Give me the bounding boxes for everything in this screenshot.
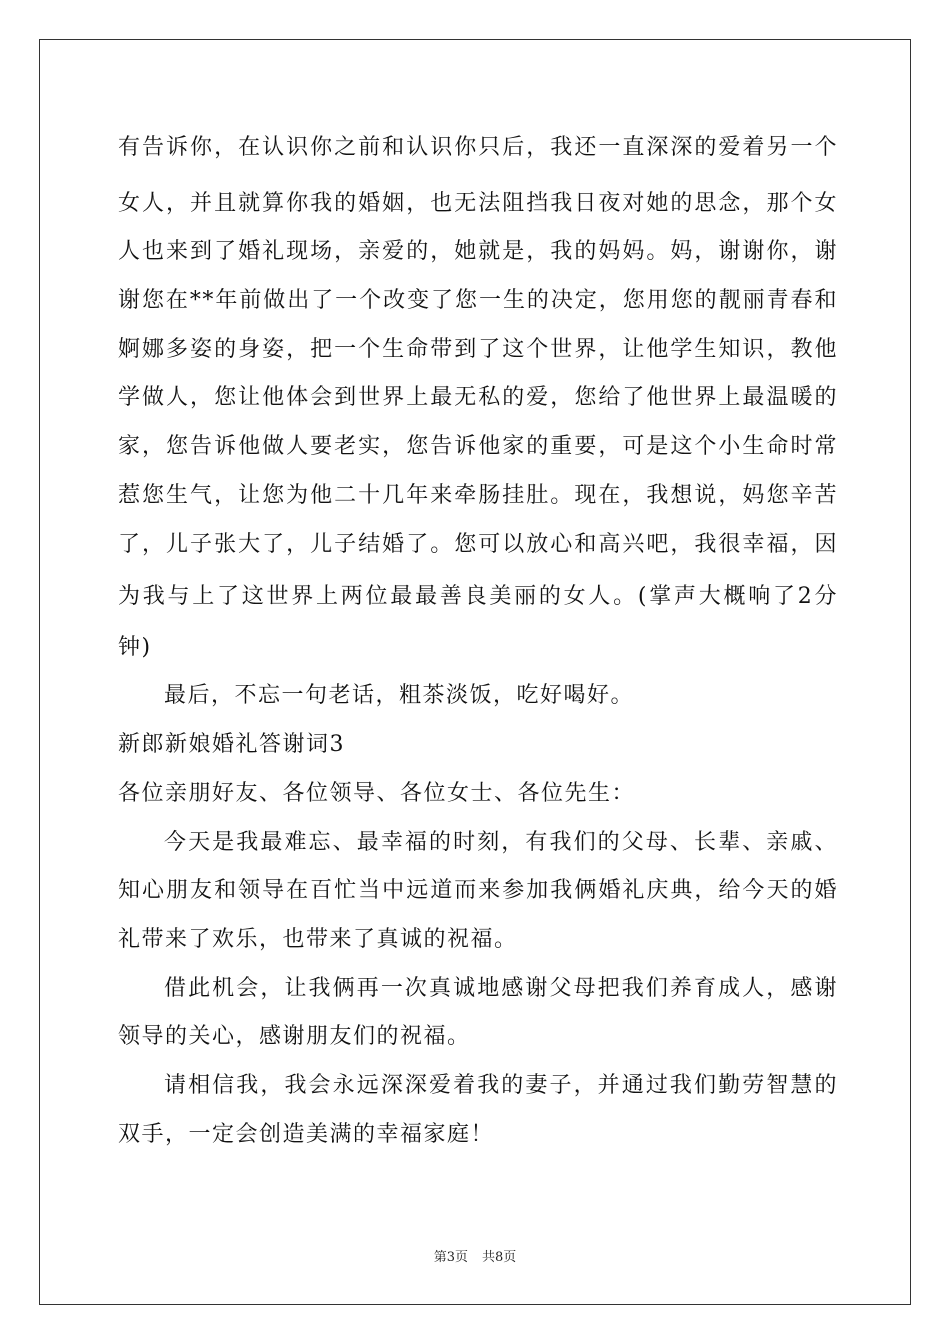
text-line: 人也来到了婚礼现场，亲爱的，她就是，我的妈妈。妈，谢谢你，谢 xyxy=(118,239,838,264)
text-line: 女人，并且就算你我的婚姻，也无法阻挡我日夜对她的思念，那个女 xyxy=(118,191,838,216)
text-line: 钟) xyxy=(118,635,152,660)
text-line: 学做人，您让他体会到世界上最无私的爱，您给了他世界上最温暖的 xyxy=(118,385,838,410)
paragraph-first-line: 最后，不忘一句老话，粗茶淡饭，吃好喝好。 xyxy=(164,683,635,708)
paragraph-first-line: 请相信我，我会永远深深爱着我的妻子，并通过我们勤劳智慧的 xyxy=(164,1073,838,1098)
section-heading: 新郎新娘婚礼答谢词3 xyxy=(118,732,345,757)
text-line: 为我与上了这世界上两位最最善良美丽的女人。(掌声大概响了2分 xyxy=(118,584,838,609)
text-line: 惹您生气，让您为他二十几年来牵肠挂肚。现在，我想说，妈您辛苦 xyxy=(118,483,838,508)
text-line: 了，儿子张大了，儿子结婚了。您可以放心和高兴吧，我很幸福，因 xyxy=(118,532,838,557)
text-line: 礼带来了欢乐，也带来了真诚的祝福。 xyxy=(118,927,518,952)
text-line: 谢您在**年前做出了一个改变了您一生的决定，您用您的靓丽青春和 xyxy=(118,288,838,313)
page-footer xyxy=(0,1250,950,1266)
text-line: 有告诉你，在认识你之前和认识你只后，我还一直深深的爱着另一个 xyxy=(118,135,838,160)
text-line: 知心朋友和领导在百忙当中远道而来参加我俩婚礼庆典，给今天的婚 xyxy=(118,878,838,903)
text-line: 婀娜多姿的身姿，把一个生命带到了这个世界，让他学生知识，教他 xyxy=(118,337,838,362)
page-number: 第3页 xyxy=(433,1250,468,1265)
text-line: 领导的关心，感谢朋友们的祝福。 xyxy=(118,1024,471,1049)
paragraph-first-line: 借此机会，让我俩再一次真诚地感谢父母把我们养育成人，感谢 xyxy=(164,976,838,1001)
text-line: 家，您告诉他做人要老实，您告诉他家的重要，可是这个小生命时常 xyxy=(118,434,838,459)
salutation: 各位亲朋好友、各位领导、各位女士、各位先生： xyxy=(118,781,636,806)
page-total: 共8页 xyxy=(482,1250,517,1265)
paragraph-first-line: 今天是我最难忘、最幸福的时刻，有我们的父母、长辈、亲戚、 xyxy=(164,830,838,855)
text-line: 双手，一定会创造美满的幸福家庭！ xyxy=(118,1122,495,1147)
page-border xyxy=(39,39,911,1305)
